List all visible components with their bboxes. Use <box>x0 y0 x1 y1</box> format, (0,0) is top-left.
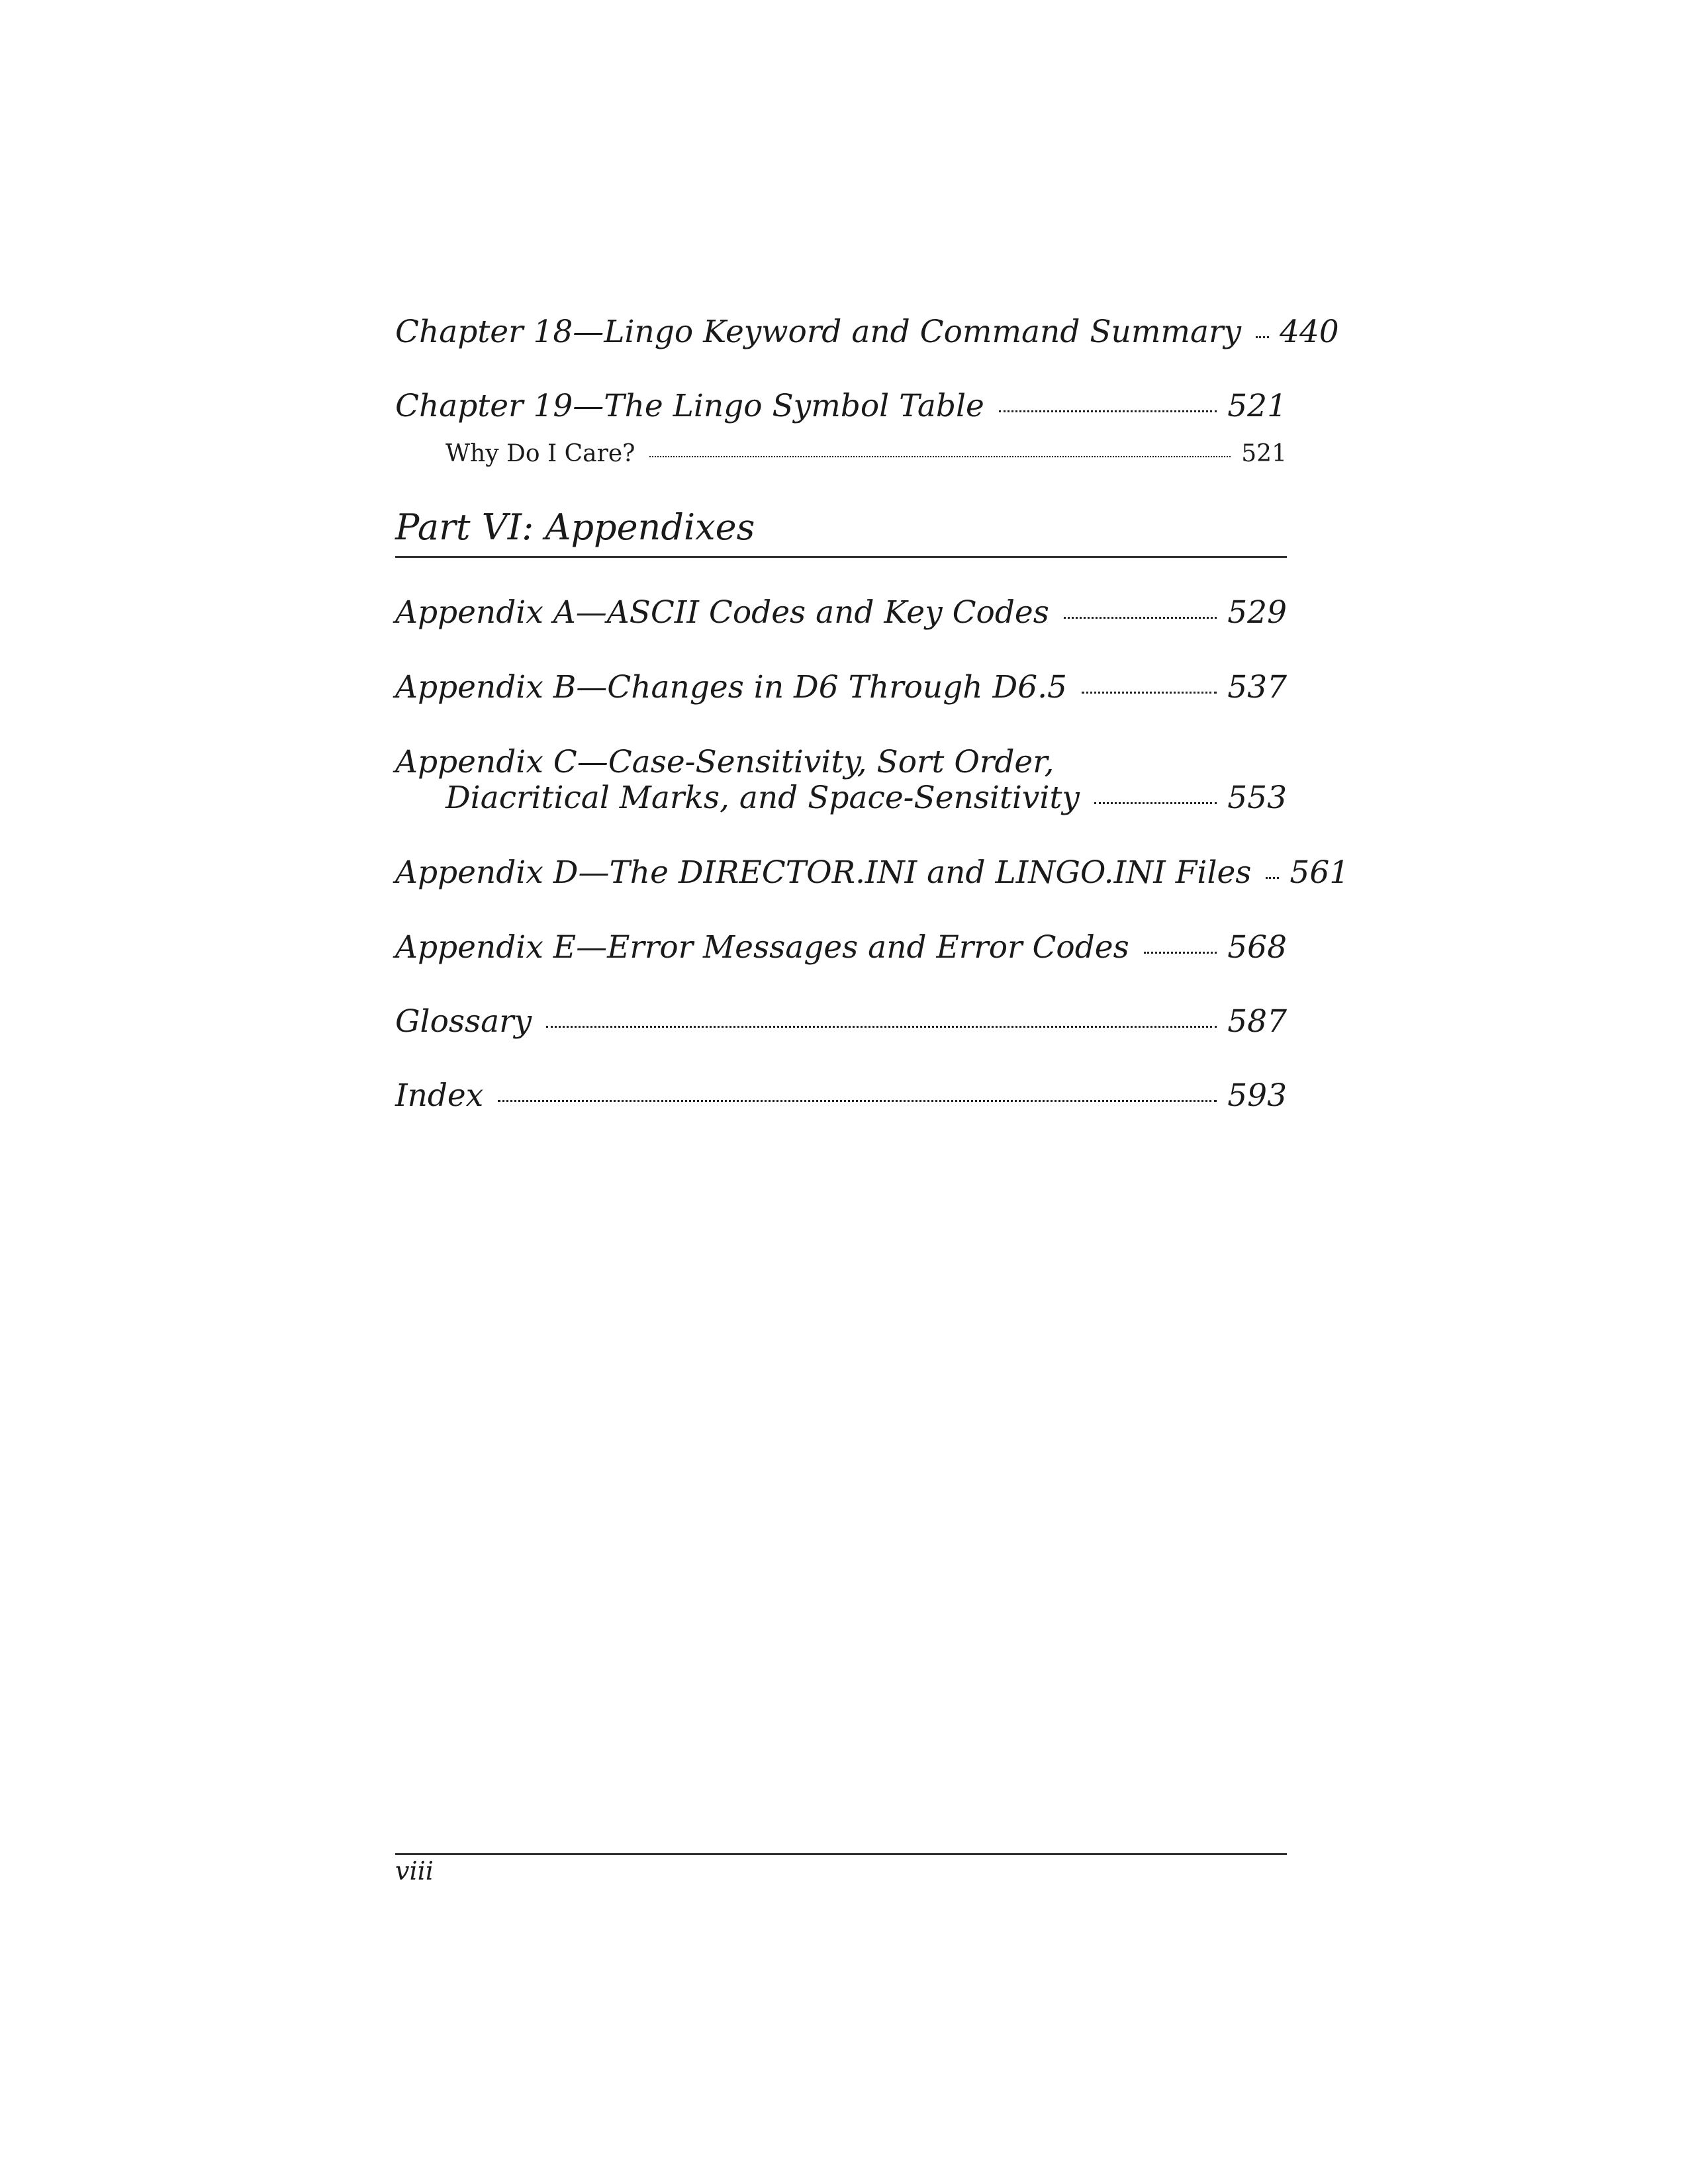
toc-entry-page: 521 <box>1241 440 1287 467</box>
toc-entry-page: 521 <box>1227 388 1287 424</box>
toc-entry-page: 568 <box>1227 929 1287 966</box>
dot-leader <box>1064 617 1217 619</box>
dot-leader <box>999 410 1217 412</box>
toc-entry-page: 593 <box>1227 1077 1287 1114</box>
toc-entry-appendix-a[interactable] <box>395 594 1287 631</box>
toc-entry-title: Chapter 18—Lingo Keyword and Command Summary <box>395 314 1241 350</box>
dot-leader <box>498 1100 1217 1102</box>
toc-entry-appendix-e[interactable] <box>395 929 1287 966</box>
dot-leader <box>1256 336 1269 338</box>
dot-leader <box>1144 952 1217 954</box>
toc-entry-page: 537 <box>1227 669 1287 705</box>
toc-entry-chapter-18[interactable] <box>395 314 1339 350</box>
toc-entry-index[interactable] <box>395 1077 1287 1114</box>
dot-leader <box>1094 802 1217 804</box>
dot-leader <box>546 1026 1217 1028</box>
toc-entry-chapter-19[interactable] <box>395 390 1287 422</box>
toc-entry-appendix-d[interactable] <box>395 854 1350 891</box>
page-number: viii <box>395 1856 434 1886</box>
toc-entry-page: 587 <box>1227 1003 1287 1040</box>
toc-entry-page: 553 <box>1227 780 1287 816</box>
dot-leader <box>649 456 1231 457</box>
toc-entry-title: Chapter 19—The Lingo Symbol Table <box>395 388 984 424</box>
toc-entry-title: Appendix B—Changes in D6 Through D6.5 <box>395 669 1067 705</box>
toc-entry-title: Glossary <box>395 1003 532 1040</box>
dot-leader <box>1266 877 1279 879</box>
toc-entry-page: 440 <box>1280 314 1339 350</box>
toc-entry-title: Diacritical Marks, and Space-Sensitivity <box>445 780 1080 816</box>
toc-entry-page: 529 <box>1227 594 1287 631</box>
part-heading-rule <box>395 556 1287 558</box>
dot-leader <box>1082 692 1217 694</box>
part-heading: Part VI: Appendixes <box>395 506 755 548</box>
toc-subentry-why-do-i-care[interactable] <box>445 442 1287 466</box>
toc-entry-title: Index <box>395 1077 484 1114</box>
toc-entry-appendix-c[interactable] <box>395 780 1287 816</box>
toc-entry-title: Why Do I Care? <box>445 440 635 467</box>
toc-entry-page: 561 <box>1289 854 1350 891</box>
toc-entry-title: Appendix A—ASCII Codes and Key Codes <box>395 594 1049 631</box>
toc-entry-title: Appendix E—Error Messages and Error Codes <box>395 929 1129 966</box>
toc-entry-title: Appendix D—The DIRECTOR.INI and LINGO.INI Files <box>395 854 1252 891</box>
toc-entry-appendix-b[interactable] <box>395 669 1287 705</box>
toc-entry-glossary[interactable] <box>395 1003 1287 1040</box>
toc-entry-appendix-c-line1: Appendix C—Case-Sensitivity, Sort Order, <box>395 744 1055 780</box>
footer-rule <box>395 1853 1287 1855</box>
